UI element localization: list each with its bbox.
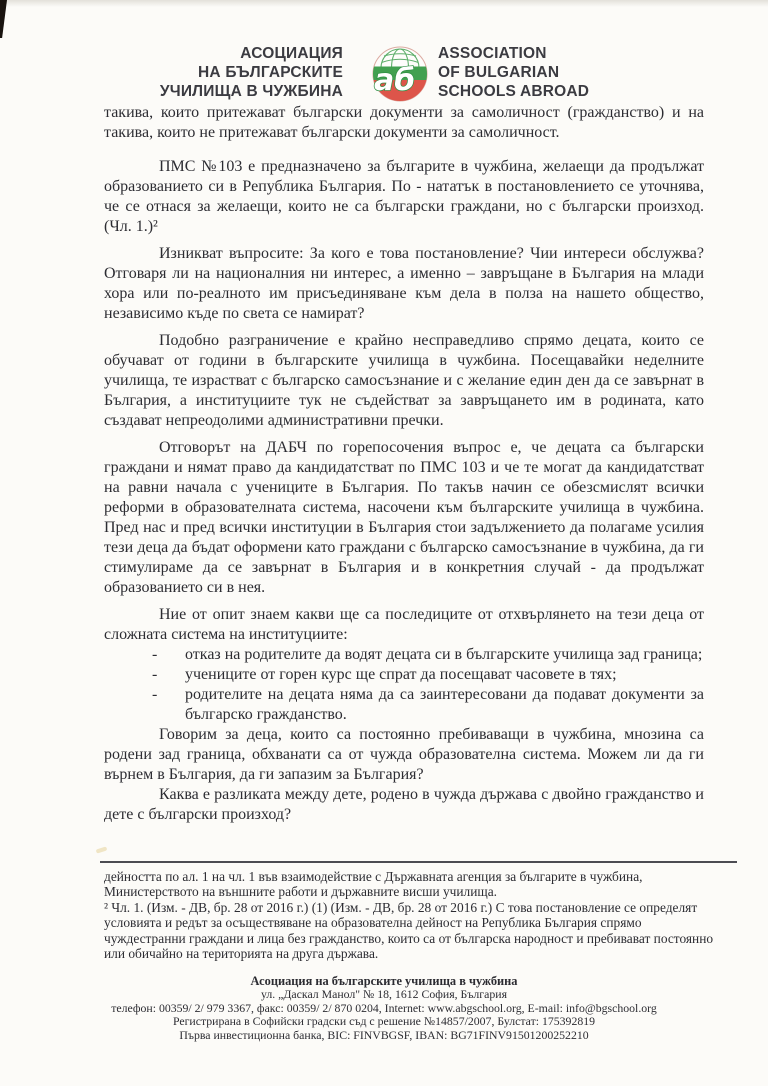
org-name-en-line: OF BULGARIAN [438, 64, 560, 81]
logo-letters: аб [374, 63, 416, 98]
org-name-bg-line: АСОЦИАЦИЯ [240, 45, 343, 62]
paragraph-continuation: такива, които притежават български документи за самоличност (гражданство) и на такива, които не притежават български документи за самоличност. [104, 104, 704, 141]
list-item-text: отказ на родителите да водят децата си в българските училища зад граница; [185, 646, 703, 663]
org-name-en-line: SCHOOLS ABROAD [438, 83, 590, 100]
org-name-bg-line: УЧИЛИЩА В ЧУЖБИНА [159, 83, 343, 100]
footnotes [104, 869, 726, 961]
list-item [104, 685, 704, 725]
dash-marker: - [152, 666, 158, 683]
org-name-bulgarian [105, 44, 343, 101]
list-intro-paragraph: Ние от опит знаем какви ще са последиците от отхвърлянето на тези деца от сложната система на институциите: [104, 606, 704, 643]
paragraph: ПМС №103 е предназначено за българите в чужбина, желаещи да продължат образованието си в Република България. По - нататък в постановлението се уточнява, че се отнася за желаещи, които не са български граждани, но с български произход. (Чл. 1.)² [104, 158, 704, 235]
list-item-text: учениците от горен курс ще спрат да посещават часовете в тях; [185, 666, 617, 683]
list-item-text: родителите на децата няма да са заинтересовани да подават документи за българско гражданство. [185, 686, 704, 723]
letter-body [104, 103, 704, 825]
org-name-english [438, 44, 589, 101]
footer-address: ул. „Даскал Манол" № 18, 1612 София, България [260, 987, 508, 1002]
org-name-en-line: ASSOCIATION [438, 45, 547, 62]
dash-marker: - [152, 686, 158, 703]
paragraph: Изникват въпросите: За кого е това постановление? Чии интереси обслужва? Отговаря ли на националния ни интерес, а именно – завръщане в България на млади хора или по-реалното им присъединяване към дела в полза на нашето общество, независимо къде по света се намират? [104, 245, 704, 322]
dash-marker: - [152, 646, 158, 663]
footnote-text: ² Чл. 1. (Изм. - ДВ, бр. 28 от 2016 г.) (1) (Изм. - ДВ, бр. 28 от 2016 г.) С това постановление се определят условията и редът за осъществяване на образователна дейност на Република България спрямо чуждестранни граждани и лица без гражданство, които са от българска народност и пребивават постоянно или обичайно на територията на друга държава. [104, 899, 714, 962]
list-item [104, 645, 704, 665]
association-logo-icon [371, 45, 429, 103]
paragraph: Отговорът на ДАБЧ по горепосочения въпрос е, че децата са български граждани и нямат право да кандидатстват по ПМС 103 и че те могат да кандидатстват на равни начала с учениците в България. По такъв начин се обезсмислят всички реформи в образователната система, насочени към българските училища в чужбина. Пред нас и пред всички институции в България стои задължението да полагаме усилия тези деца да бъдат оформени като граждани с българско самосъзнание в чужбина, да ги стимулираме да се завърнат в България и в конкретния случай - да продължат образованието си в нея. [104, 439, 704, 596]
org-name-bg-line: НА БЪЛГАРСКИТЕ [198, 64, 343, 81]
paragraph: Подобно разграничение е крайно несправедливо спрямо децата, които се обучават от години в българските училища в чужбина. Посещавайки неделните училища, те израстват с българско самосъзнание и с желание един ден да се завърнат в България, а институциите тук не съдействат за завръщането им в родината, като създават непреодолими административни пречки. [104, 332, 704, 429]
scan-artifact-top-edge [0, 0, 768, 7]
paragraph: Каква е разликата между дете, родено в чужда държава с двойно гражданство и дете с български произход? [104, 786, 704, 823]
consequences-list [104, 645, 704, 725]
footer-registration: Регистрирана в Софийски градски съд с решение №14857/2007, Булстат: 175392819 [172, 1014, 596, 1029]
scan-artifact-corner [0, 0, 7, 38]
footer-org-name: Асоциация на българските училища в чужбина [250, 974, 518, 988]
scan-artifact-speck [96, 846, 108, 853]
footnote-text: дейността по ал. 1 на чл. 1 във взаимодействие с Държавната агенция за българите в чужбина, Министерството на външните работи и държавните висши училища. [104, 869, 643, 900]
footer-contacts: телефон: 00359/ 2/ 979 3367, факс: 00359/ 2/ 870 0204, Internet: www.abgschool.org, E-mail: info@bgschool.org [111, 1000, 657, 1015]
footnote-separator [100, 861, 737, 863]
footer-bank: Първа инвестиционна банка, BIC: FINVBGSF, IBAN: BG71FINV91501200252210 [179, 1027, 589, 1042]
paragraph: Говорим за деца, които са постоянно пребиваващи в чужбина, мнозина са родени зад граница, обхванати са от чужда образователна система. Можем ли да ги върнем в България, да ги запазим за България? [104, 726, 704, 783]
list-item [104, 665, 704, 685]
letter-footer [0, 975, 768, 1042]
globe-flag-logo-graphic [371, 45, 429, 103]
